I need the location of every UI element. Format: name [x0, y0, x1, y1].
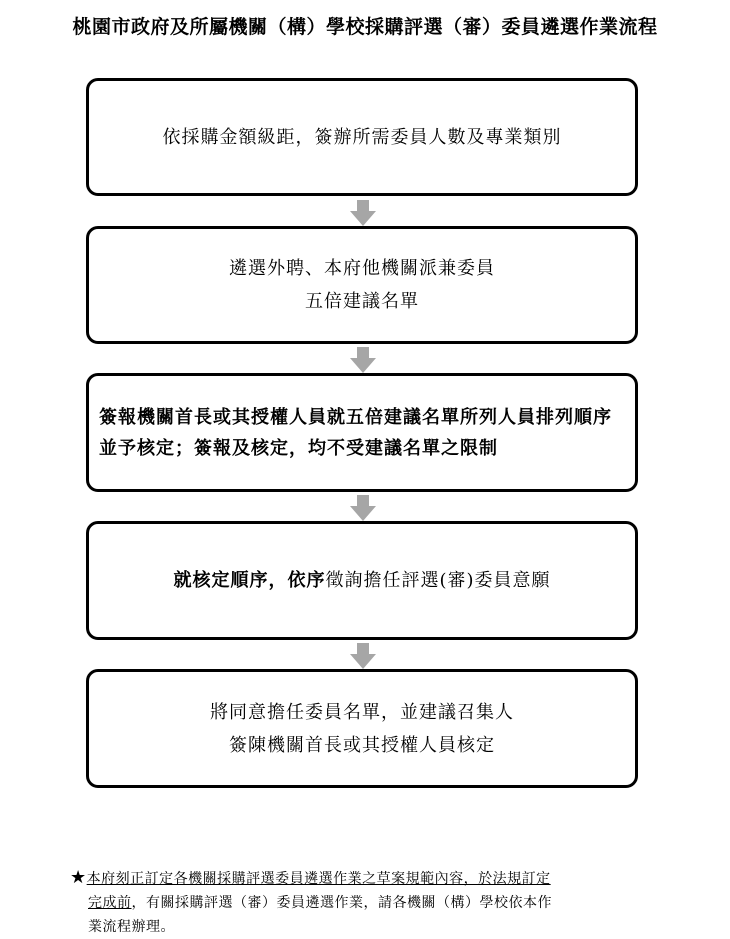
flow-step-5 [86, 669, 638, 788]
footnote-line-3: 業流程辦理。 [88, 919, 175, 935]
flow-step-1-line-1: 依採購金額級距，簽辦所需委員人數及專業類別 [162, 126, 562, 148]
flow-step-1 [86, 78, 638, 196]
flow-step-4-line [173, 564, 550, 597]
flow-step-5-line-1: 將同意擔任委員名單，並建議召集人 [210, 701, 514, 723]
footnote-rest-2: ，有關採購評選（審）委員遴選作業，請各機關（構）學校依本作 [131, 895, 552, 911]
footnote-underlined-2: 完成前 [88, 895, 132, 911]
flow-step-4 [86, 521, 638, 640]
flow-step-3 [86, 373, 638, 492]
footnote-line-1 [70, 866, 726, 891]
page-title: 桃園市政府及所屬機關（構）學校採購評選（審）委員遴選作業流程 [72, 16, 658, 38]
flow-step-4-bold: 就核定順序，依序 [173, 570, 326, 591]
flow-step-2 [86, 226, 638, 344]
down-arrow-icon [350, 200, 376, 226]
flow-step-3-text: 簽報機關首長或其授權人員就五倍建議名單所列人員排列順序並予核定；簽報及核定，均不受建議名單之限制 [99, 406, 612, 459]
down-arrow-icon [350, 347, 376, 373]
down-arrow-icon [350, 495, 376, 521]
flow-step-2-line-1: 遴選外聘、本府他機關派兼委員 [229, 258, 495, 279]
flow-step-4-normal: 徵詢擔任評選(審)委員意願 [325, 570, 551, 591]
flow-step-5-line-2: 簽陳機關首長或其授權人員核定 [229, 734, 495, 756]
footnote-line-2 [70, 891, 726, 915]
star-icon: ★ [70, 867, 87, 888]
flow-step-2-line-2: 五倍建議名單 [305, 291, 419, 312]
footnote [70, 866, 726, 939]
down-arrow-icon [350, 643, 376, 669]
footnote-underlined-1: 本府刻正訂定各機關採購評選委員遴選作業之草案規範內容，於法規訂定 [86, 871, 551, 887]
